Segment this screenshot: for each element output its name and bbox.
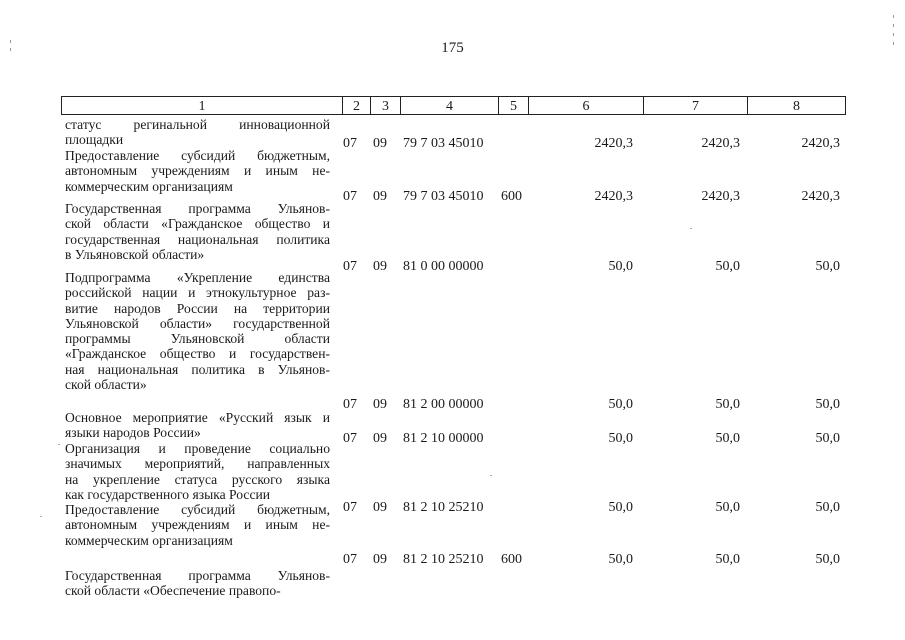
cell-c4: 81 2 00 00000 <box>403 397 484 412</box>
description-line: языки народов России» <box>65 425 201 441</box>
row-description <box>65 270 330 392</box>
page-number: 175 <box>441 40 464 56</box>
description-line: коммерческим организациям <box>65 532 233 548</box>
scan-mark <box>893 24 894 27</box>
scan-speck <box>40 516 42 517</box>
description-line: Основное мероприятие «Русский язык и <box>65 410 330 425</box>
cell-c7: 50,0 <box>715 397 740 412</box>
cell-c4: 81 2 10 25210 <box>403 500 484 515</box>
description-line: площадки <box>65 132 124 148</box>
description-line: статус регинальной инновационной <box>65 117 330 132</box>
description-line: ской области «Гражданское общество и <box>65 216 330 232</box>
header-col-5: 5 <box>498 97 528 114</box>
description-line: Предоставление субсидий бюджетным, <box>65 148 330 163</box>
cell-c7: 50,0 <box>715 259 740 274</box>
row-description <box>65 201 330 262</box>
cell-c7: 2420,3 <box>701 136 740 151</box>
scan-speck <box>490 475 492 476</box>
description-line: автономным учреждениям и иным не- <box>65 517 330 533</box>
cell-c3: 09 <box>373 259 387 274</box>
scan-mark <box>893 42 894 45</box>
scan-mark <box>893 33 894 36</box>
cell-c8: 2420,3 <box>801 136 840 151</box>
cell-c8: 50,0 <box>815 259 840 274</box>
description-line: ской области» <box>65 377 147 393</box>
cell-c3: 09 <box>373 136 387 151</box>
cell-c4: 81 0 00 00000 <box>403 259 484 274</box>
cell-c6: 50,0 <box>608 431 633 446</box>
cell-c2: 07 <box>343 189 357 204</box>
cell-c7: 2420,3 <box>701 189 740 204</box>
cell-c8: 50,0 <box>815 431 840 446</box>
description-line: Государственная программа Ульянов- <box>65 568 330 583</box>
cell-c3: 09 <box>373 189 387 204</box>
cell-c8: 50,0 <box>815 397 840 412</box>
row-description <box>65 410 330 441</box>
description-line: программы Ульяновской области <box>65 331 330 347</box>
description-line: витие народов России на территории <box>65 300 330 316</box>
cell-c2: 07 <box>343 397 357 412</box>
cell-c3: 09 <box>373 552 387 567</box>
description-line: как государственного языка России <box>65 486 271 502</box>
header-col-1: 1 <box>198 99 206 114</box>
cell-c6: 2420,3 <box>594 189 633 204</box>
cell-c3: 09 <box>373 397 387 412</box>
cell-c6: 50,0 <box>608 552 633 567</box>
header-col-2: 2 <box>342 97 370 114</box>
scan-mark <box>893 15 894 18</box>
cell-c6: 50,0 <box>608 397 633 412</box>
cell-c7: 50,0 <box>715 500 740 515</box>
scan-speck <box>58 444 60 445</box>
cell-c2: 07 <box>343 259 357 274</box>
cell-c2: 07 <box>343 136 357 151</box>
table-header <box>61 96 846 115</box>
description-line: государственная национальная политика <box>65 231 330 247</box>
cell-c5: 600 <box>501 189 522 204</box>
description-line: ная национальная политика в Ульянов- <box>65 361 330 377</box>
header-col-3: 3 <box>370 97 400 114</box>
description-line: ской области «Обеспечение правопо- <box>65 583 281 599</box>
cell-c4: 81 2 10 25210 <box>403 552 484 567</box>
cell-c4: 81 2 10 00000 <box>403 431 484 446</box>
description-line: автономным учреждениям и иным не- <box>65 163 330 179</box>
cell-c4: 79 7 03 45010 <box>403 136 484 151</box>
description-line: на укрепление статуса русского языка <box>65 471 330 487</box>
cell-c7: 50,0 <box>715 431 740 446</box>
cell-c8: 50,0 <box>815 552 840 567</box>
description-line: коммерческим организациям <box>65 178 233 194</box>
cell-c5: 600 <box>501 552 522 567</box>
scan-speck <box>690 228 692 229</box>
cell-c8: 50,0 <box>815 500 840 515</box>
row-description <box>65 568 330 599</box>
row-description <box>65 117 330 148</box>
cell-c6: 2420,3 <box>594 136 633 151</box>
scan-mark <box>10 40 11 43</box>
cell-c7: 50,0 <box>715 552 740 567</box>
cell-c2: 07 <box>343 500 357 515</box>
description-line: Подпрограмма «Укрепление единства <box>65 270 330 285</box>
row-description <box>65 502 330 548</box>
description-line: Ульяновской области» государственной <box>65 315 330 331</box>
cell-c6: 50,0 <box>608 259 633 274</box>
row-description <box>65 148 330 194</box>
description-line: российской нации и этнокультурное раз- <box>65 285 330 301</box>
header-col-4: 4 <box>400 97 498 114</box>
description-line: «Гражданское общество и государствен- <box>65 346 330 362</box>
cell-c3: 09 <box>373 500 387 515</box>
description-line: Предоставление субсидий бюджетным, <box>65 502 330 517</box>
cell-c8: 2420,3 <box>801 189 840 204</box>
header-col-6: 6 <box>528 97 643 114</box>
row-description <box>65 441 330 502</box>
description-line: Государственная программа Ульянов- <box>65 201 330 216</box>
header-col-7: 7 <box>643 97 747 114</box>
cell-c2: 07 <box>343 431 357 446</box>
cell-c2: 07 <box>343 552 357 567</box>
cell-c3: 09 <box>373 431 387 446</box>
cell-c4: 79 7 03 45010 <box>403 189 484 204</box>
scan-mark <box>10 48 11 51</box>
description-line: значимых мероприятий, направленных <box>65 456 330 472</box>
cell-c6: 50,0 <box>608 500 633 515</box>
header-col-8: 8 <box>747 97 845 114</box>
description-line: в Ульяновской области» <box>65 246 205 262</box>
description-line: Организация и проведение социально <box>65 441 330 456</box>
